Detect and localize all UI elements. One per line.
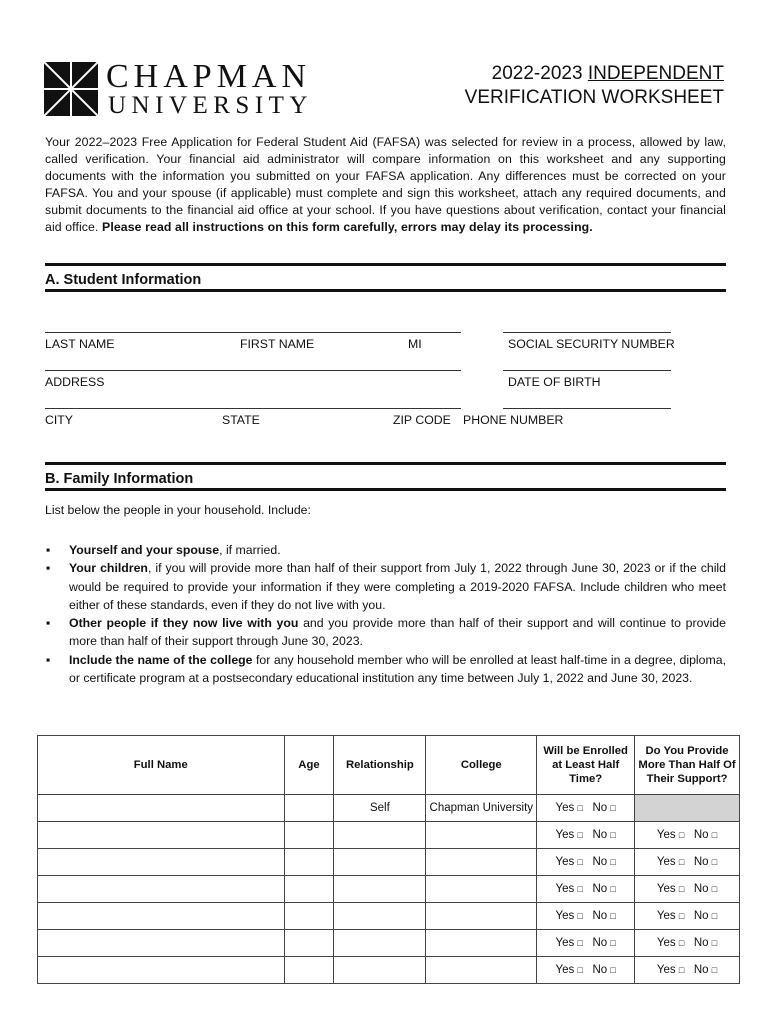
full-name-cell[interactable] <box>38 822 285 849</box>
col-full-name: Full Name <box>38 736 285 795</box>
college-cell[interactable] <box>426 903 537 930</box>
yes-checkbox[interactable]: □ <box>577 803 583 813</box>
support-yes-no: Yes □ No □ <box>656 910 718 922</box>
state-label: STATE <box>222 413 260 427</box>
relationship-cell[interactable] <box>334 849 426 876</box>
enrolled-cell <box>537 930 635 957</box>
section-b-title: B. Family Information <box>45 471 194 487</box>
support-yes-no: Yes □ No □ <box>656 964 718 976</box>
enrolled-cell <box>537 822 635 849</box>
household-table <box>37 735 740 984</box>
enrolled-yes-no: Yes □ No □ <box>555 964 616 976</box>
intro-bold-text: Please read all instructions on this form carefully, errors may delay its processing. <box>102 220 593 234</box>
enrolled-cell <box>537 849 635 876</box>
enrolled-cell <box>537 876 635 903</box>
support-cell <box>635 930 740 957</box>
last-name-label: LAST NAME <box>45 337 115 351</box>
age-cell[interactable] <box>284 822 334 849</box>
col-college: College <box>426 736 537 795</box>
table-row <box>38 876 740 903</box>
no-checkbox[interactable]: □ <box>711 830 718 840</box>
yes-checkbox[interactable]: □ <box>577 830 583 840</box>
section-a-top-rule <box>45 263 726 266</box>
table-row <box>38 903 740 930</box>
section-b-top-rule <box>45 462 726 465</box>
full-name-cell[interactable] <box>38 849 285 876</box>
no-checkbox[interactable]: □ <box>711 884 718 894</box>
age-cell[interactable] <box>284 795 334 822</box>
title-line2: VERIFICATION WORKSHEET <box>464 87 724 108</box>
logo-wordmark-university: UNIVERSITY <box>108 92 313 119</box>
yes-checkbox[interactable]: □ <box>577 884 583 894</box>
enrolled-cell <box>537 795 635 822</box>
zip-code-label: ZIP CODE <box>393 413 451 427</box>
support-yes-no: Yes □ No □ <box>656 829 718 841</box>
college-cell[interactable] <box>426 957 537 984</box>
yes-checkbox[interactable]: □ <box>577 911 583 921</box>
no-checkbox[interactable]: □ <box>610 965 616 975</box>
full-name-cell[interactable] <box>38 903 285 930</box>
yes-checkbox[interactable]: □ <box>577 857 583 867</box>
enrolled-cell <box>537 957 635 984</box>
relationship-cell[interactable] <box>334 876 426 903</box>
address-label: ADDRESS <box>45 375 105 389</box>
age-cell[interactable] <box>284 930 334 957</box>
yes-checkbox[interactable]: □ <box>577 938 583 948</box>
col-provide-support: Do You Provide More Than Half Of Their Support? <box>635 736 740 795</box>
no-checkbox[interactable]: □ <box>610 884 616 894</box>
table-row <box>38 849 740 876</box>
address-input-line[interactable] <box>45 370 461 371</box>
enrolled-yes-no: Yes □ No □ <box>555 937 616 949</box>
full-name-cell[interactable] <box>38 795 285 822</box>
age-cell[interactable] <box>284 903 334 930</box>
col-age: Age <box>284 736 334 795</box>
no-checkbox[interactable]: □ <box>711 938 718 948</box>
relationship-cell[interactable] <box>334 930 426 957</box>
city-label: CITY <box>45 413 74 427</box>
support-cell <box>635 957 740 984</box>
yes-checkbox[interactable]: □ <box>678 965 685 975</box>
no-checkbox[interactable]: □ <box>610 911 616 921</box>
list-item: ▪ Yourself and your spouse, if married. <box>46 543 281 557</box>
phone-number-label: PHONE NUMBER <box>463 413 564 427</box>
col-enrolled-half-time: Will be Enrolled at Least Half Time? <box>537 736 635 795</box>
phone-input-line[interactable] <box>503 408 671 409</box>
col-relationship: Relationship <box>334 736 426 795</box>
first-name-label: FIRST NAME <box>240 337 315 351</box>
table-header-row <box>38 736 740 795</box>
dob-input-line[interactable] <box>503 370 671 371</box>
yes-checkbox[interactable]: □ <box>678 911 685 921</box>
yes-checkbox[interactable]: □ <box>678 857 685 867</box>
ssn-input-line[interactable] <box>503 332 671 333</box>
logo-wordmark-chapman: CHAPMAN <box>106 58 312 95</box>
college-cell: Chapman University <box>426 795 537 822</box>
page-title <box>465 62 724 110</box>
yes-checkbox[interactable]: □ <box>577 965 583 975</box>
chapman-logo-icon <box>44 62 98 116</box>
support-yes-no: Yes □ No □ <box>656 883 718 895</box>
enrolled-yes-no: Yes □ No □ <box>555 883 616 895</box>
section-b-bottom-rule <box>45 488 726 491</box>
relationship-cell[interactable] <box>334 903 426 930</box>
table-row <box>38 795 740 822</box>
age-cell[interactable] <box>284 957 334 984</box>
enrolled-yes-no: Yes □ No □ <box>555 856 616 868</box>
list-item: ▪ Include the name of the college for any household member who will be enrolled at least half-time in a degree, diploma, or certificate program at a postsecondary educational institution any time between July 1, 2022 and June 30, 2023. <box>46 652 726 686</box>
intro-paragraph <box>45 134 726 236</box>
name-input-line[interactable] <box>45 332 461 333</box>
enrolled-cell <box>537 903 635 930</box>
yes-checkbox[interactable]: □ <box>678 938 685 948</box>
support-cell-shaded <box>635 795 740 822</box>
list-item: ▪ Your children, if you will provide more than half of their support from July 1, 2022 through June 30, 2023 or if the child would be required to provide your information if they were completing a 2019-2020 FAFSA. Include children who meet either of these standards, even if they do not live with you. <box>46 561 726 612</box>
yes-checkbox[interactable]: □ <box>678 884 685 894</box>
relationship-cell: Self <box>334 795 426 822</box>
support-yes-no: Yes □ No □ <box>656 937 718 949</box>
age-cell[interactable] <box>284 876 334 903</box>
yes-checkbox[interactable]: □ <box>678 830 685 840</box>
college-cell[interactable] <box>426 849 537 876</box>
dob-label: DATE OF BIRTH <box>508 375 601 389</box>
mi-label: MI <box>408 337 422 351</box>
ssn-label: SOCIAL SECURITY NUMBER <box>508 337 675 351</box>
table-row <box>38 822 740 849</box>
household-list-intro: List below the people in your household. Include: <box>45 503 311 517</box>
relationship-cell[interactable] <box>334 822 426 849</box>
support-cell <box>635 849 740 876</box>
no-checkbox[interactable]: □ <box>711 857 718 867</box>
table-row <box>38 957 740 984</box>
no-checkbox[interactable]: □ <box>610 830 616 840</box>
title-type: INDEPENDENT <box>587 63 724 84</box>
title-year: 2022-2023 <box>491 63 583 84</box>
section-a-title: A. Student Information <box>45 272 202 288</box>
no-checkbox[interactable]: □ <box>610 857 616 867</box>
college-cell[interactable] <box>426 822 537 849</box>
support-yes-no: Yes □ No □ <box>656 856 718 868</box>
city-state-zip-input-line[interactable] <box>45 408 461 409</box>
no-checkbox[interactable]: □ <box>711 965 718 975</box>
table-row <box>38 930 740 957</box>
no-checkbox[interactable]: □ <box>711 911 718 921</box>
household-criteria-list <box>45 541 726 687</box>
section-a-bottom-rule <box>45 289 726 292</box>
enrolled-yes-no: Yes □ No □ <box>555 802 616 814</box>
relationship-cell[interactable] <box>334 957 426 984</box>
support-cell <box>635 903 740 930</box>
college-cell[interactable] <box>426 930 537 957</box>
enrolled-yes-no: Yes □ No □ <box>555 910 616 922</box>
college-cell[interactable] <box>426 876 537 903</box>
intro-text: Your 2022–2023 Free Application for Federal Student Aid (FAFSA) was selected for review in a process, allowed by law, called verification. Your financial aid administrator will compare information on this worksheet and any supporting documents with the information you submitted on your FAFSA application. Any differences must be corrected on your FAFSA. You and your spouse (if applicable) must complete and sign this worksheet, attach any required documents, and submit documents to the financial aid office at your school. If you have questions about verification, contact your financial aid office. <box>45 135 726 234</box>
full-name-cell[interactable] <box>38 930 285 957</box>
list-item: ▪ Other people if they now live with you and you provide more than half of their support and will continue to provide more than half of their support through June 30, 2023. <box>46 616 726 649</box>
no-checkbox[interactable]: □ <box>610 938 616 948</box>
support-cell <box>635 876 740 903</box>
enrolled-yes-no: Yes □ No □ <box>555 829 616 841</box>
support-cell <box>635 822 740 849</box>
full-name-cell[interactable] <box>38 957 285 984</box>
age-cell[interactable] <box>284 849 334 876</box>
no-checkbox[interactable]: □ <box>610 803 616 813</box>
full-name-cell[interactable] <box>38 876 285 903</box>
